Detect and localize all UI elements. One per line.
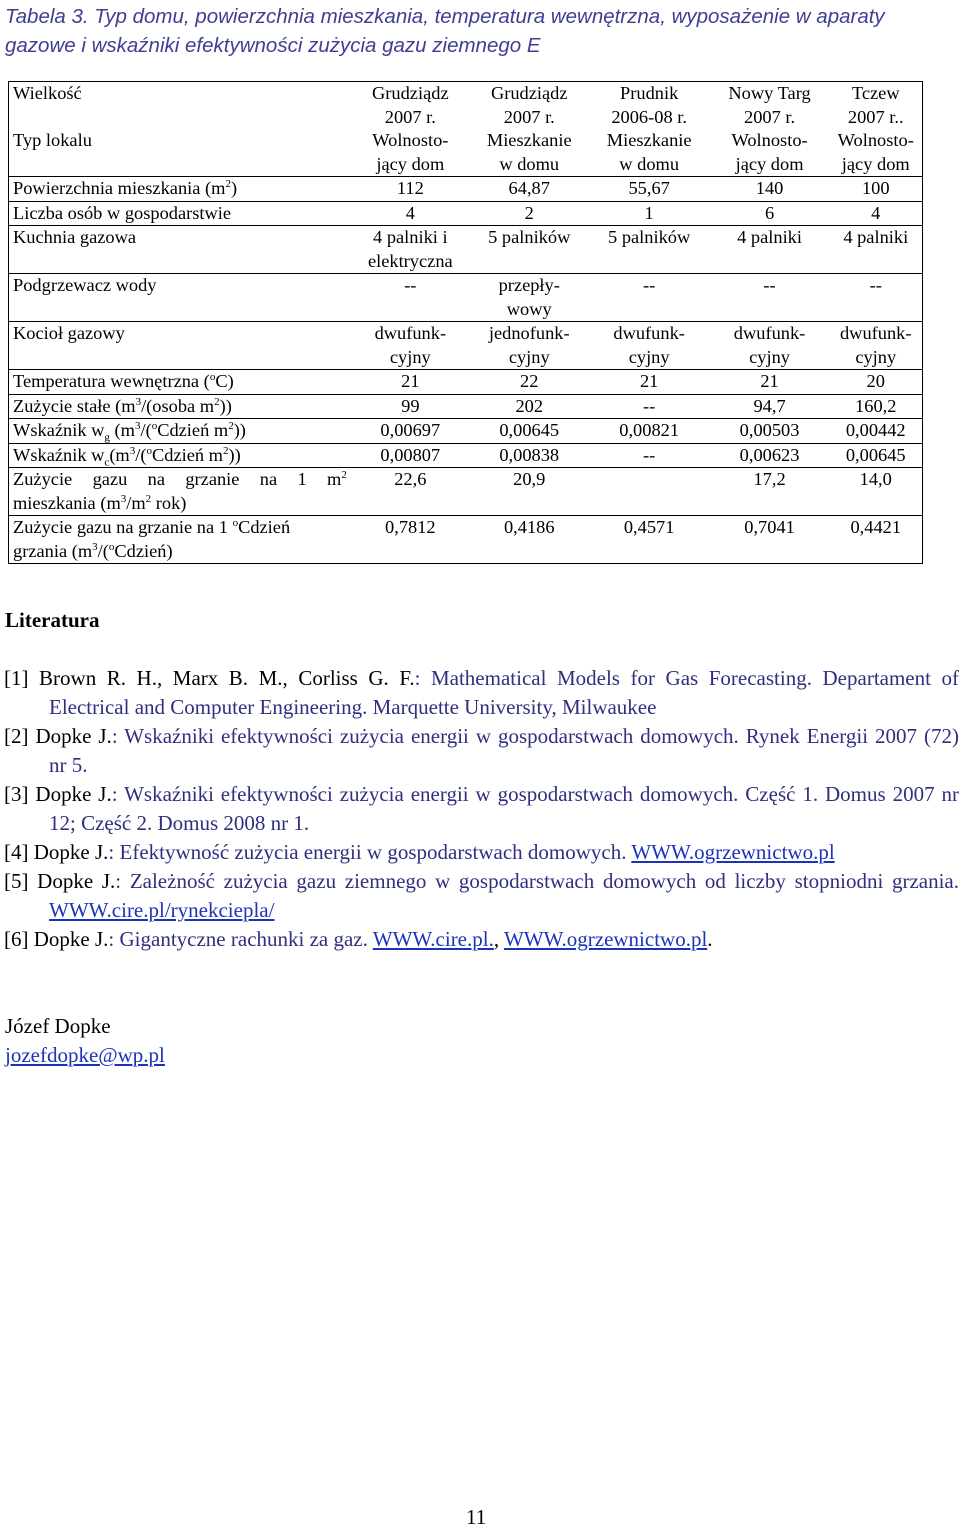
city-period: 2007 r..: [847, 106, 904, 127]
kociol-row: [9, 322, 923, 370]
reference-item: [4, 722, 959, 780]
reference-title: : Gigantyczne rachunki za gaz.: [108, 927, 373, 951]
osoby-value: 1: [589, 201, 710, 226]
kuchnia-line1: 4 palniki: [737, 227, 802, 247]
reference-end: .: [707, 927, 713, 951]
label-part: o: [232, 516, 239, 529]
reference-link[interactable]: WWW.cire.pl.: [372, 927, 494, 951]
kociol-value: [589, 322, 710, 370]
label-part: Kocioł gazowy: [13, 323, 125, 343]
city-name: Tczew: [851, 83, 900, 103]
kociol-line1: dwufunk-: [839, 323, 912, 343]
zuzycie-m2-row: [9, 468, 923, 516]
label-part: 2: [341, 468, 347, 481]
zuzycie-stale-value: 99: [351, 394, 470, 419]
city-name: Grudziądz: [490, 83, 568, 103]
label-part: (m: [109, 420, 135, 440]
city-period: 2006-08 r.: [611, 106, 687, 127]
zuzycie-cdzien-row: [9, 516, 923, 564]
label-line: [13, 540, 347, 564]
typ-line1: Mieszkanie: [486, 130, 572, 150]
label-part: g: [104, 431, 110, 444]
kociol-line1: jednofunk-: [488, 323, 570, 343]
page-number: 11: [466, 1505, 487, 1529]
wsk-g-value: 0,00821: [589, 419, 710, 444]
label-line: [13, 468, 347, 492]
reference-author: Dopke J.: [28, 724, 112, 748]
typ-value: [830, 129, 923, 177]
label-part: (m: [109, 444, 130, 465]
osoby-value: 4: [351, 201, 470, 226]
typ-value: [710, 129, 830, 177]
reference-link[interactable]: WWW.ogrzewnictwo.pl: [631, 840, 835, 864]
kociol-line2: cyjny: [855, 346, 897, 367]
temperatura-value: 21: [710, 370, 830, 395]
reference-title: : Efektywność zużycia energii w gospodarstwach domowych.: [108, 840, 632, 864]
powierzchnia-value: 100: [830, 177, 923, 202]
zuzycie-cdzien-value: 0,4571: [589, 516, 710, 564]
label-part: mieszkania (m: [13, 492, 121, 513]
label-part: /(: [97, 540, 109, 561]
reference-number: [6]: [4, 927, 29, 951]
temperatura-value: 20: [830, 370, 923, 395]
city-header: [470, 82, 589, 130]
reference-number: [4]: [4, 840, 29, 864]
typ-value: [351, 129, 470, 177]
kociol-line2: cyjny: [389, 346, 431, 367]
typ-value: [470, 129, 589, 177]
label-part: 2: [222, 444, 229, 457]
zuzycie-stale-value: --: [589, 394, 710, 419]
city-header: [710, 82, 830, 130]
label-part: 3: [135, 395, 142, 408]
kociol-line2: cyjny: [749, 346, 790, 367]
wsk-c-row: [9, 443, 923, 468]
kociol-value: [830, 322, 923, 370]
reference-number: [3]: [4, 782, 29, 806]
temperatura-row: [9, 370, 923, 395]
reference-title: : Mathematical Models for Gas Forecasting. Departament of Electrical and Computer Engineering. Marquette University, Milwaukee: [49, 666, 960, 719]
city-period: 2007 r.: [744, 106, 796, 127]
wsk-c-value: 0,00645: [830, 443, 923, 468]
typ-line2: w domu: [619, 153, 680, 174]
reference-link[interactable]: WWW.cire.pl/rynekciepla/: [49, 898, 275, 922]
podgrzewacz-value: [710, 274, 830, 322]
kuchnia-line1: 4 palniki: [843, 227, 909, 247]
label-part: Wielkość: [13, 83, 82, 103]
powierzchnia-value: 55,67: [589, 177, 710, 202]
label-part: ): [230, 178, 238, 198]
label-part: Wskaźnik w: [13, 444, 105, 465]
podgrzewacz-line1: przepły-: [498, 275, 560, 295]
row-label: [9, 226, 351, 274]
zuzycie-m2-value: [589, 468, 710, 516]
label-part: 2: [145, 492, 152, 505]
data-table: [8, 81, 923, 564]
temperatura-value: 21: [351, 370, 470, 395]
author-name: Józef Dopke: [5, 1014, 111, 1038]
kociol-line1: dwufunk-: [733, 323, 806, 343]
label-part: 3: [129, 444, 136, 457]
label-part: Temperatura wewnętrzna (: [13, 371, 210, 391]
label-part: /(: [135, 444, 147, 465]
osoby-value: 2: [470, 201, 589, 226]
zuzycie-stale-value: 94,7: [710, 394, 830, 419]
label-part: Cdzień m: [157, 420, 229, 440]
typ-row: [9, 129, 923, 177]
podgrzewacz-line1: --: [869, 275, 882, 295]
podgrzewacz-row: [9, 274, 923, 322]
osoby-row: [9, 201, 923, 226]
kociol-line1: dwufunk-: [613, 323, 685, 343]
zuzycie-m2-value: 17,2: [710, 468, 830, 516]
label-part: )): [219, 395, 232, 416]
reference-author: Dopke J.: [28, 840, 109, 864]
label-part: o: [209, 370, 216, 383]
label-part: o: [151, 419, 158, 432]
temperatura-value: 22: [470, 370, 589, 395]
row-label: [9, 370, 351, 395]
label-part: 2: [228, 419, 234, 432]
row-label: [9, 468, 351, 516]
zuzycie-m2-value: 20,9: [470, 468, 589, 516]
osoby-value: 4: [830, 201, 923, 226]
typ-line1: Wolnosto-: [372, 130, 449, 150]
reference-item: [4, 925, 959, 954]
reference-title: : Wskaźniki efektywności zużycia energii w gospodarstwach domowych. Część 1. Domus 2007 nr 12; Część 2. Domus 2008 nr 1.: [49, 782, 959, 835]
reference-author: Brown R. H., Marx B. M., Corliss G. F.: [28, 666, 415, 690]
row-label: [9, 274, 351, 322]
label-line: [13, 492, 347, 516]
label-part: 2: [214, 395, 220, 408]
city-name: Grudziądz: [372, 83, 449, 103]
reference-title: : Zależność zużycia gazu ziemnego w gospodarstwach domowych od liczby stopniodni grzania.: [115, 869, 960, 893]
label-part: 2: [225, 177, 231, 190]
row-label: [9, 322, 351, 370]
city-period: 2007 r.: [503, 106, 555, 127]
kuchnia-value: [710, 226, 830, 274]
reference-number: [2]: [4, 724, 29, 748]
typ-line2: w domu: [499, 153, 560, 174]
kuchnia-line1: 4 palniki i: [373, 227, 448, 247]
kuchnia-value: [351, 226, 470, 274]
powierzchnia-value: 64,87: [470, 177, 589, 202]
reference-author: Dopke J.: [28, 869, 116, 893]
reference-number: [1]: [4, 666, 29, 690]
zuzycie-cdzien-value: 0,7041: [710, 516, 830, 564]
typ-line2: jący dom: [735, 153, 804, 174]
row-label: [9, 394, 351, 419]
reference-link[interactable]: WWW.ogrzewnictwo.pl: [503, 927, 708, 951]
label-part: C): [215, 371, 234, 391]
zuzycie-cdzien-value: 0,4186: [470, 516, 589, 564]
row-label: [9, 129, 351, 177]
city-name: Nowy Targ: [728, 83, 811, 103]
city-period: 2007 r.: [384, 106, 436, 127]
city-header: [351, 82, 470, 130]
label-part: /(: [140, 420, 152, 440]
reference-item: [4, 838, 959, 867]
typ-line1: Wolnosto-: [731, 130, 808, 150]
wsk-c-value: --: [589, 443, 710, 468]
label-part: Zużycie gazu na grzanie na 1: [13, 517, 228, 537]
header-row-city: [9, 82, 923, 130]
reference-list: [4, 664, 959, 954]
city-header: [830, 82, 923, 130]
label-part: grzania (m: [13, 540, 93, 561]
wsk-g-value: 0,00697: [351, 419, 470, 444]
label-part: Liczba osób w gospodarstwie: [13, 202, 232, 223]
kuchnia-line1: 5 palników: [488, 227, 571, 247]
wsk-g-value: 0,00503: [710, 419, 830, 444]
typ-value: [589, 129, 710, 177]
kociol-value: [470, 322, 589, 370]
label-line: [13, 516, 347, 540]
label-part: 3: [120, 492, 127, 505]
podgrzewacz-line2: wowy: [506, 298, 552, 319]
zuzycie-stale-value: 160,2: [830, 394, 923, 419]
label-part: Wskaźnik w: [13, 420, 105, 440]
podgrzewacz-line1: --: [763, 275, 776, 295]
kuchnia-line1: 5 palników: [608, 227, 691, 247]
label-part: 3: [134, 419, 141, 432]
label-part: Kuchnia gazowa: [13, 227, 137, 247]
label-part: /m: [126, 492, 146, 513]
label-part: /(osoba m: [141, 395, 215, 416]
typ-line2: jący dom: [376, 153, 445, 174]
typ-line1: Mieszkanie: [606, 130, 692, 150]
table-caption: Tabela 3. Typ domu, powierzchnia mieszkania, temperatura wewnętrzna, wyposażenie w aparaty gazowe i wskaźniki efektywności zużycia gazu ziemnego E: [5, 5, 885, 57]
wsk-c-value: 0,00838: [470, 443, 589, 468]
label-part: Zużycie gazu na grzanie na 1 m: [13, 469, 342, 489]
kociol-value: [710, 322, 830, 370]
label-part: Cdzień: [238, 517, 291, 537]
row-label: [9, 177, 351, 202]
label-part: Cdzień): [114, 540, 173, 561]
link-separator: ,: [493, 927, 504, 951]
powierzchnia-value: 112: [351, 177, 470, 202]
kociol-value: [351, 322, 470, 370]
kociol-line2: cyjny: [508, 346, 550, 367]
wsk-g-row: [9, 419, 923, 444]
label-part: o: [146, 444, 152, 457]
label-part: c: [104, 456, 110, 469]
zuzycie-cdzien-value: 0,4421: [830, 516, 923, 564]
literature-heading: Literatura: [5, 608, 100, 632]
podgrzewacz-line1: --: [643, 275, 656, 295]
temperatura-value: 21: [589, 370, 710, 395]
label-part: Podgrzewacz wody: [13, 275, 157, 295]
kociol-line1: dwufunk-: [374, 323, 447, 343]
row-label: [9, 201, 351, 226]
label-part: Cdzień m: [151, 444, 223, 465]
reference-item: [4, 780, 959, 838]
row-label: [9, 443, 351, 468]
kuchnia-line2: elektryczna: [367, 250, 453, 271]
podgrzewacz-value: [830, 274, 923, 322]
reference-author: Dopke J.: [28, 782, 112, 806]
label-part: Typ lokalu: [13, 130, 92, 150]
zuzycie-stale-row: [9, 394, 923, 419]
podgrzewacz-value: [470, 274, 589, 322]
label-part: )): [228, 444, 241, 465]
label-part: )): [233, 420, 246, 440]
typ-line2: jący dom: [841, 153, 910, 174]
zuzycie-stale-value: 202: [470, 394, 589, 419]
label-part: o: [108, 540, 115, 553]
powierzchnia-value: 140: [710, 177, 830, 202]
label-part: Zużycie stałe (m: [13, 395, 136, 416]
row-label: [9, 419, 351, 444]
wsk-g-value: 0,00645: [470, 419, 589, 444]
author-block: [5, 1012, 165, 1070]
reference-author: Dopke J.: [28, 927, 109, 951]
podgrzewacz-line1: --: [404, 275, 417, 295]
osoby-value: 6: [710, 201, 830, 226]
row-label: [9, 516, 351, 564]
kuchnia-value: [589, 226, 710, 274]
city-name: Prudnik: [620, 83, 679, 103]
label-part: rok): [151, 492, 187, 513]
row-label: [9, 82, 351, 130]
typ-line1: Wolnosto-: [837, 130, 914, 150]
wsk-c-value: 0,00623: [710, 443, 830, 468]
zuzycie-m2-value: 14,0: [830, 468, 923, 516]
reference-number: [5]: [4, 869, 29, 893]
author-email-link[interactable]: jozefdopke@wp.pl: [5, 1043, 165, 1067]
city-header: [589, 82, 710, 130]
kociol-line2: cyjny: [628, 346, 670, 367]
zuzycie-cdzien-value: 0,7812: [351, 516, 470, 564]
label-part: 3: [92, 540, 98, 553]
kuchnia-value: [470, 226, 589, 274]
podgrzewacz-value: [589, 274, 710, 322]
wsk-c-value: 0,00807: [351, 443, 470, 468]
powierzchnia-row: [9, 177, 923, 202]
kuchnia-value: [830, 226, 923, 274]
wsk-g-value: 0,00442: [830, 419, 923, 444]
kuchnia-row: [9, 226, 923, 274]
podgrzewacz-value: [351, 274, 470, 322]
zuzycie-m2-value: 22,6: [351, 468, 470, 516]
reference-item: [4, 867, 959, 925]
label-part: Powierzchnia mieszkania (m: [13, 178, 226, 198]
reference-title: : Wskaźniki efektywności zużycia energii w gospodarstwach domowych. Rynek Energii 2007 (72) nr 5.: [49, 724, 959, 777]
reference-item: [4, 664, 959, 722]
